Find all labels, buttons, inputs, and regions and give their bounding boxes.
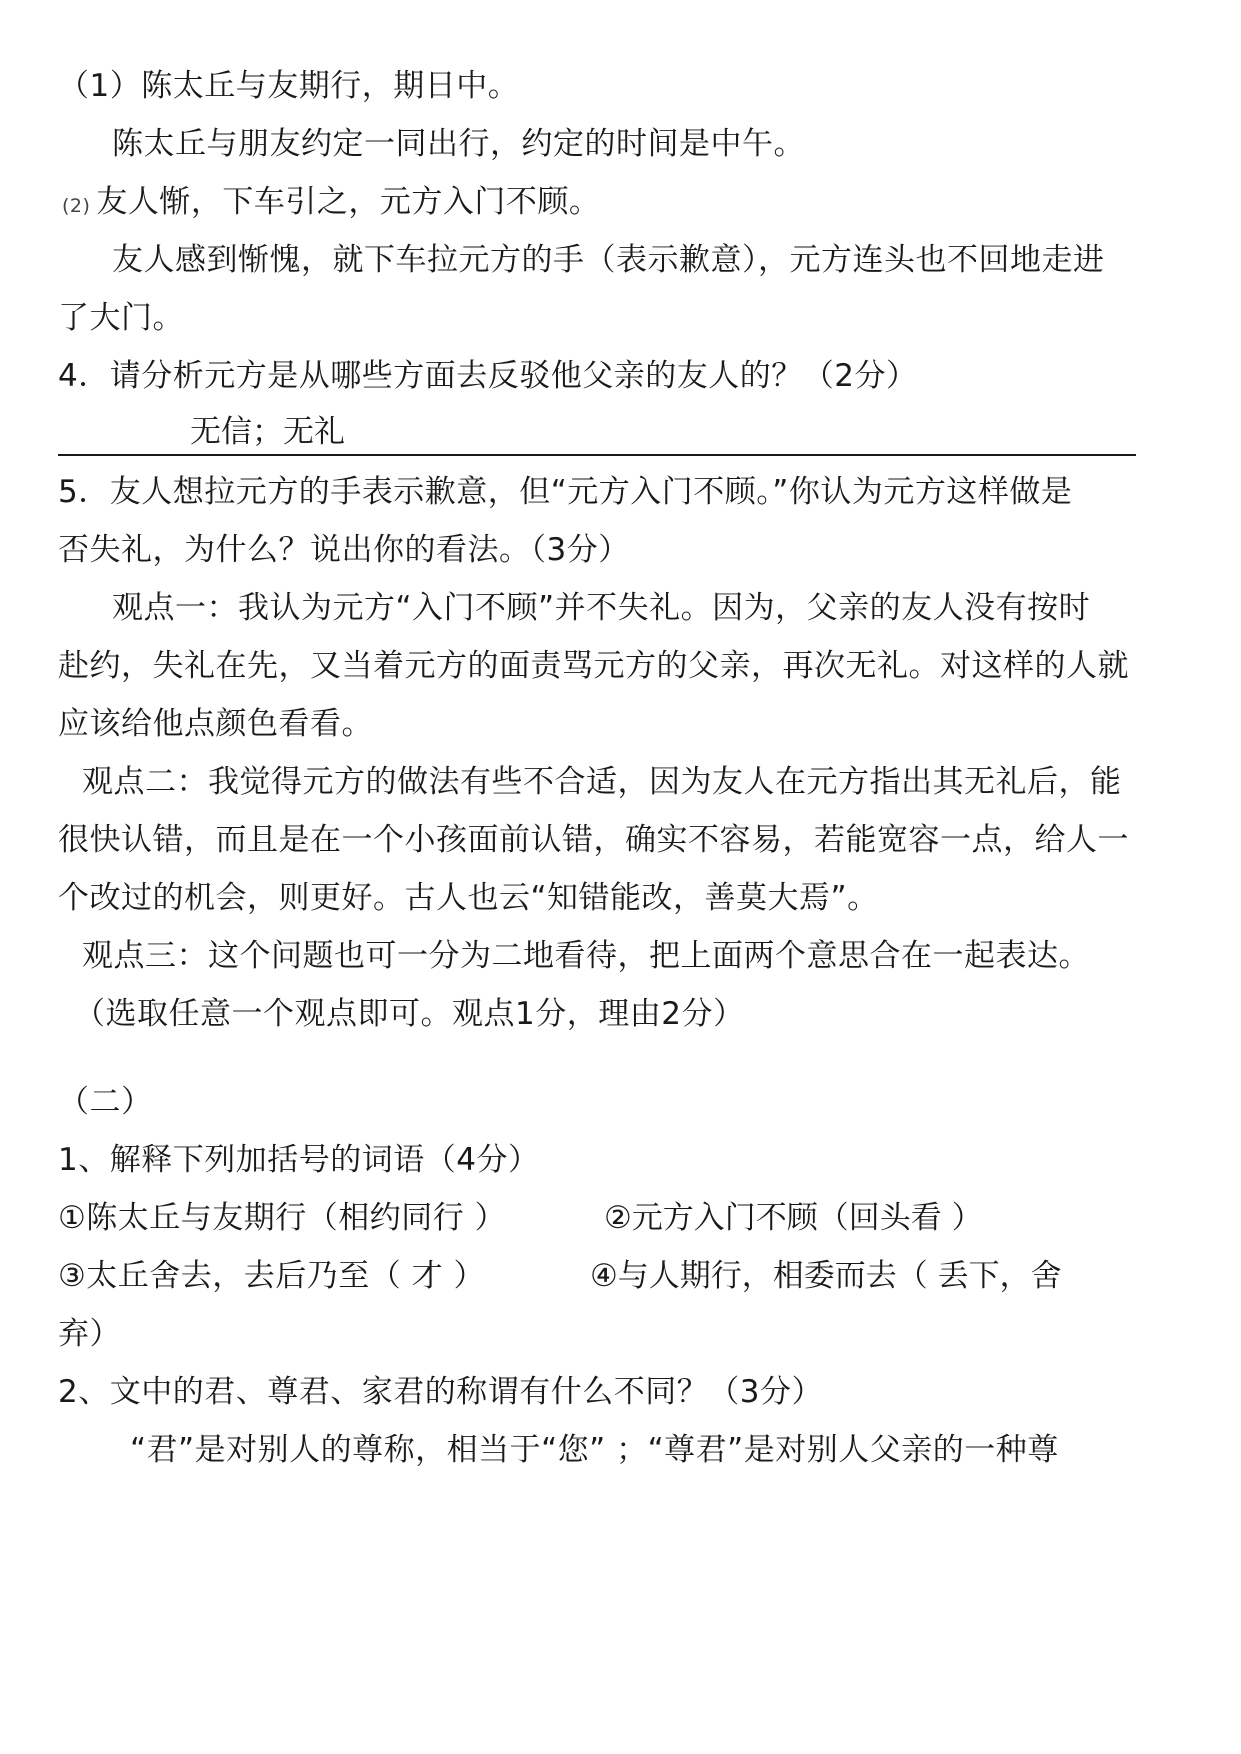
vocab-item-2: ②元方入门不顾（回头看 ）: [604, 1200, 983, 1236]
answer-text: 无信；无礼: [190, 414, 345, 450]
viewpoint-one: 观点一：我认为元方“入门不顾”并不失礼。因为，父亲的友人没有按时: [112, 590, 1091, 626]
text-line: 应该给他点颜色看看。: [58, 706, 373, 742]
section-heading: （二）: [58, 1084, 153, 1120]
text-line: 陈太丘与朋友约定一同出行，约定的时间是中午。: [112, 126, 805, 162]
text-line: [62, 182, 600, 226]
text-line: （1）陈太丘与友期行，期日中。: [58, 68, 520, 104]
text-span: 友人惭，下车引之，元方入门不顾。: [96, 184, 601, 220]
text-line: 很快认错，而且是在一个小孩面前认错，确实不容易，若能宽容一点，给人一: [58, 822, 1129, 858]
answer-blank-line: [58, 410, 1136, 456]
viewpoint-two: 观点二：我觉得元方的做法有些不合适，因为友人在元方指出其无礼后，能: [82, 764, 1122, 800]
vocab-item-3: ③太丘舍去，去后乃至（ 才 ）: [58, 1258, 485, 1294]
answer-text: “君”是对别人的尊称，相当于“您” ；“尊君”是对别人父亲的一种尊: [130, 1432, 1059, 1468]
question-5: 5．友人想拉元方的手表示歉意，但“元方入门不顾。”你认为元方这样做是: [58, 474, 1073, 510]
viewpoint-three: 观点三：这个问题也可一分为二地看待，把上面两个意思合在一起表达。: [82, 938, 1090, 974]
text-line: 了大门。: [58, 300, 184, 336]
question-2: 2、文中的君、尊君、家君的称谓有什么不同？（3分）: [58, 1374, 823, 1410]
vocab-item-1: ①陈太丘与友期行（相约同行 ）: [58, 1200, 507, 1236]
scoring-note: （选取任意一个观点即可。观点1分，理由2分）: [74, 996, 745, 1032]
text-line: 赴约，失礼在先，又当着元方的面责骂元方的父亲，再次无礼。对这样的人就: [58, 648, 1129, 684]
question-4: 4．请分析元方是从哪些方面去反驳他父亲的友人的？（2分）: [58, 358, 918, 394]
vocab-item-4: ④与人期行，相委而去（ 丢下，舍: [590, 1258, 1062, 1294]
text-line: 弃）: [58, 1316, 121, 1352]
text-line: 友人感到惭愧，就下车拉元方的手（表示歉意），元方连头也不回地走进: [112, 242, 1105, 278]
question-1: 1、解释下列加括号的词语（4分）: [58, 1142, 540, 1178]
item-number: (2): [62, 195, 91, 217]
text-line: 否失礼，为什么？说出你的看法。（3分）: [58, 532, 630, 568]
text-line: 个改过的机会，则更好。古人也云“知错能改，善莫大焉”。: [58, 880, 879, 916]
